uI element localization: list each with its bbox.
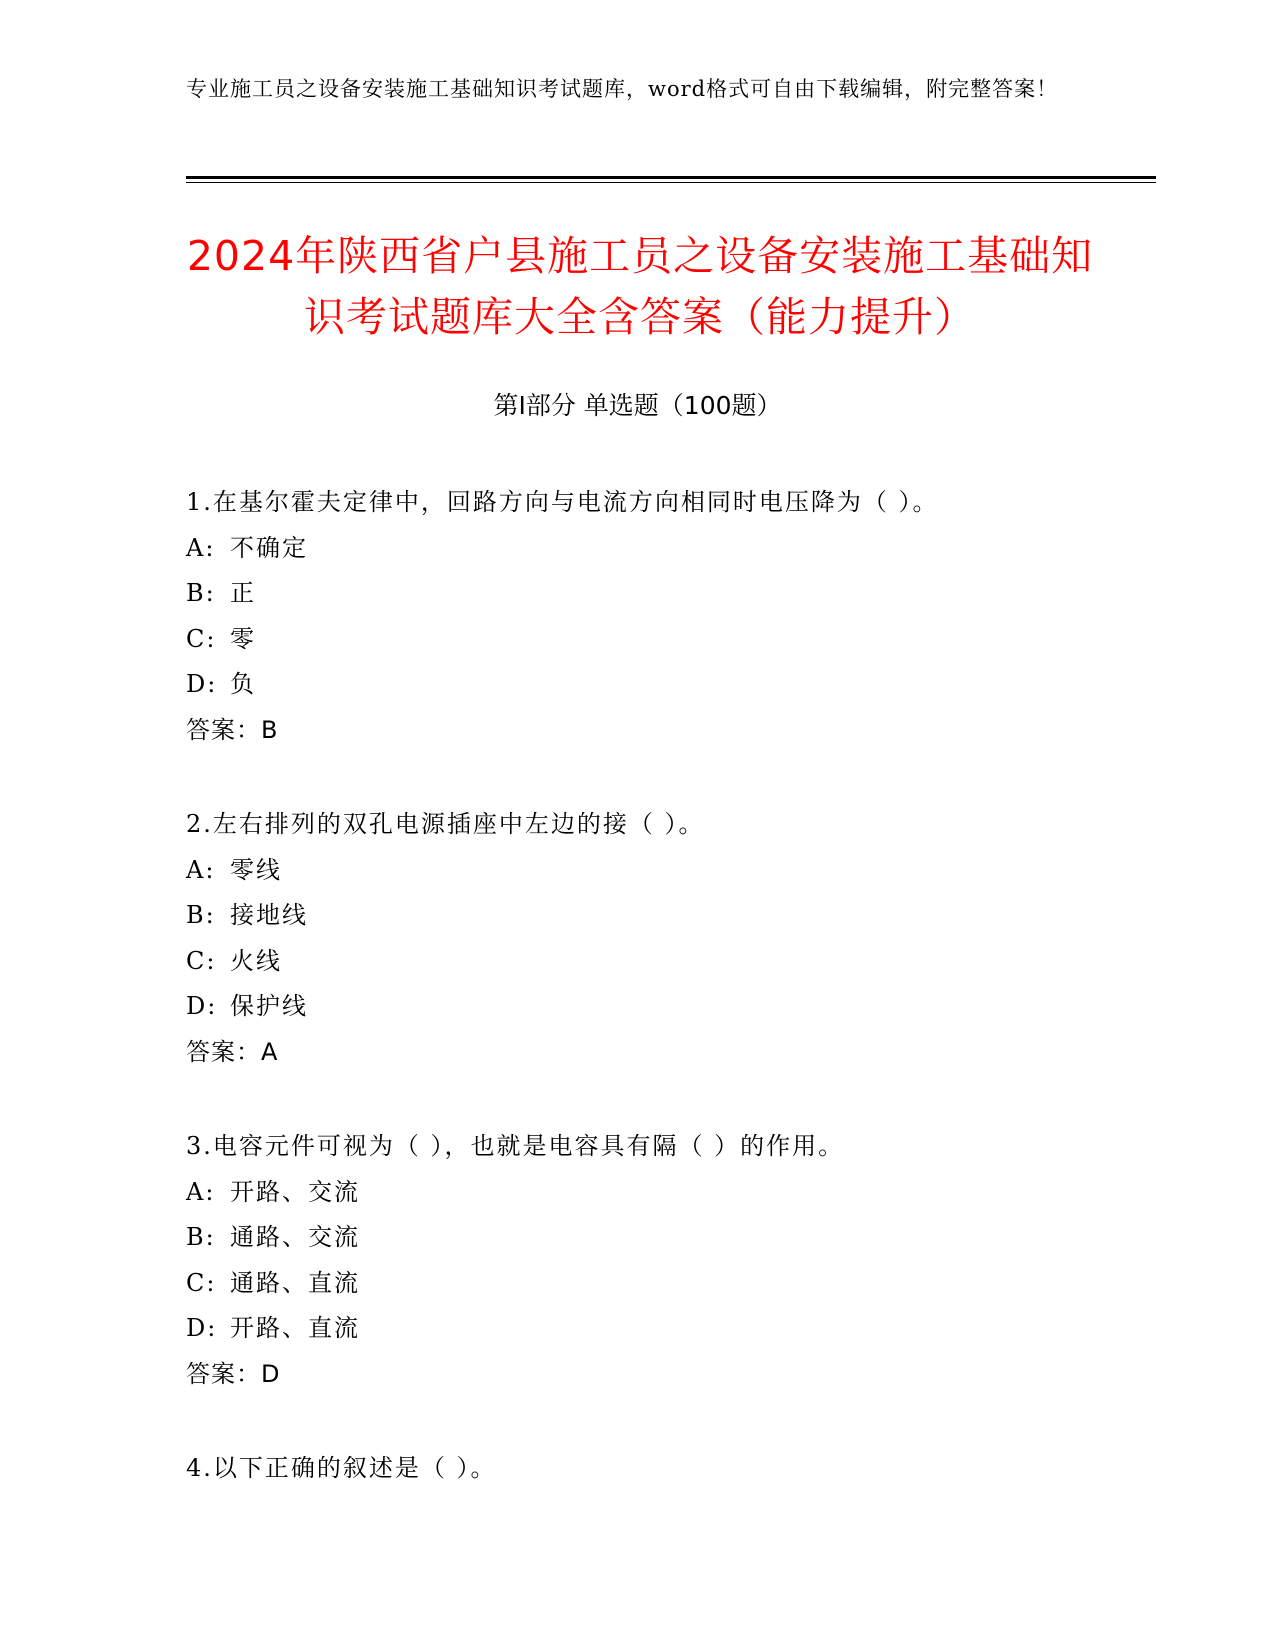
option-letter: A: [186, 533, 216, 562]
option-d [186, 1306, 1146, 1352]
question-1 [186, 480, 1146, 753]
question-3 [186, 1124, 1146, 1397]
option-text: 开路、直流 [230, 1314, 360, 1342]
option-text: 正 [230, 579, 256, 607]
option-d [186, 662, 1146, 708]
answer-line: 答案：A [186, 1037, 279, 1066]
option-letter: C: [186, 946, 217, 975]
option-d [186, 984, 1146, 1030]
answer-line: 答案：B [186, 715, 279, 744]
option-text: 火线 [230, 946, 282, 975]
option-letter: D: [186, 992, 218, 1020]
option-text: 接地线 [230, 901, 308, 929]
question-stem: 2.左右排列的双孔电源插座中左边的接（ ）。 [186, 810, 705, 838]
option-letter: D: [186, 670, 218, 698]
option-a [186, 848, 1146, 894]
option-c [186, 1261, 1146, 1307]
option-letter: C: [186, 1268, 217, 1297]
header-note: 专业施工员之设备安装施工基础知识考试题库，word格式可自由下载编辑，附完整答案！ [186, 77, 1059, 101]
option-c [186, 617, 1146, 663]
header-divider-thick [186, 176, 1156, 179]
option-a [186, 1170, 1146, 1216]
header-divider-thin [186, 182, 1156, 183]
option-a [186, 526, 1146, 572]
answer-line: 答案：D [186, 1359, 281, 1388]
question-list [186, 480, 1146, 1541]
option-letter: A: [186, 1177, 216, 1206]
option-letter: B: [186, 901, 216, 929]
option-text: 零 [230, 624, 256, 653]
option-b [186, 571, 1146, 617]
option-b [186, 893, 1146, 939]
option-letter: B: [186, 1223, 216, 1251]
question-stem: 1.在基尔霍夫定律中，回路方向与电流方向相同时电压降为（ ）。 [186, 488, 939, 516]
question-2 [186, 802, 1146, 1075]
option-letter: C: [186, 624, 217, 653]
option-letter: D: [186, 1314, 218, 1342]
option-letter: B: [186, 579, 216, 607]
option-text: 零线 [230, 855, 282, 884]
option-c [186, 939, 1146, 985]
section-heading: 第I部分 单选题（100题） [493, 391, 782, 420]
option-text: 保护线 [230, 992, 308, 1020]
option-text: 负 [230, 670, 256, 698]
question-stem: 3.电容元件可视为（ ），也就是电容具有隔（ ）的作用。 [186, 1132, 845, 1160]
option-text: 通路、直流 [230, 1268, 360, 1297]
option-text: 不确定 [230, 533, 308, 562]
question-stem: 4.以下正确的叙述是（ ）。 [186, 1454, 497, 1482]
option-text: 通路、交流 [230, 1223, 360, 1251]
question-4 [186, 1446, 1146, 1492]
option-letter: A: [186, 855, 216, 884]
option-text: 开路、交流 [230, 1177, 360, 1206]
document-title: 2024年陕西省户县施工员之设备安装施工基础知识考试题库大全含答案（能力提升） [186, 232, 1094, 341]
option-b [186, 1215, 1146, 1261]
